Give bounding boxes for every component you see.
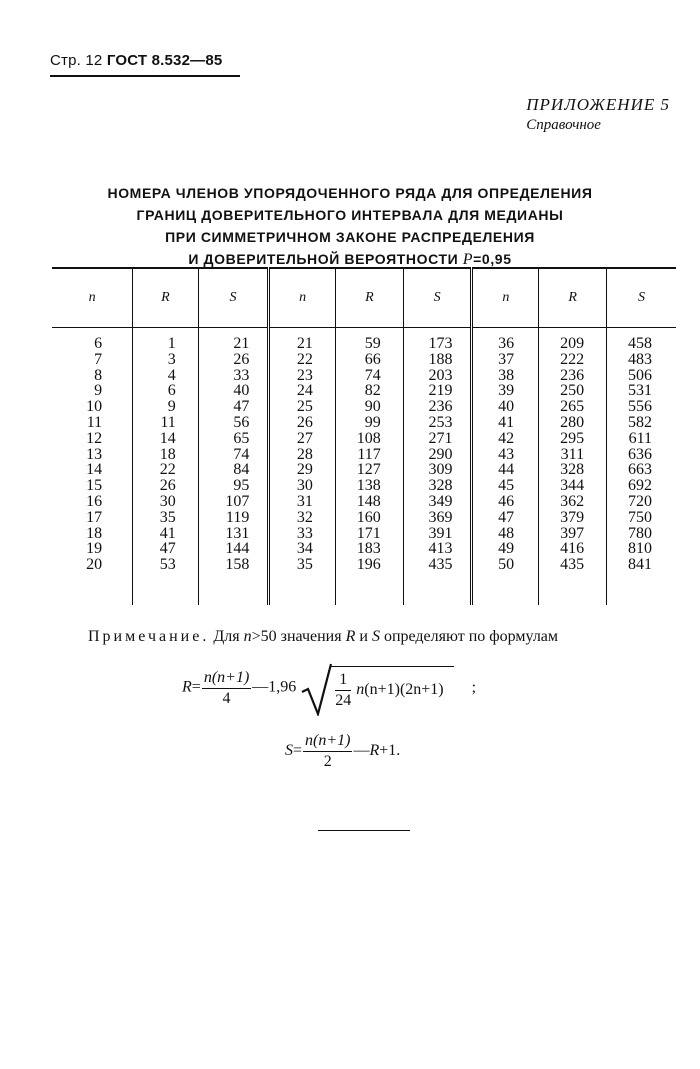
cell-r: 41: [133, 526, 199, 542]
cell-s: 369: [403, 510, 472, 526]
cell-n: 46: [472, 494, 539, 510]
column-header-n-1: n: [52, 268, 133, 328]
table-spacer-row: [52, 573, 676, 605]
cell-s: 47: [198, 399, 269, 415]
cell-s: 144: [198, 541, 269, 557]
cell-n: 49: [472, 541, 539, 557]
cell-s: 531: [607, 383, 676, 399]
table-row: [52, 557, 676, 573]
formula-r-fraction: [202, 669, 251, 708]
cell-r: 311: [539, 447, 607, 463]
cell-r: 11: [133, 415, 199, 431]
cell-s: 810: [607, 541, 676, 557]
table-row: [52, 447, 676, 463]
cell-n: 30: [269, 478, 336, 494]
cell-n: 7: [94, 350, 103, 368]
cell-n: 43: [472, 447, 539, 463]
formula-r-denominator: 4: [222, 689, 231, 707]
note-label: Примечание.: [88, 628, 210, 645]
cell-s: 173: [403, 336, 472, 352]
cell-r: 222: [539, 352, 607, 368]
order-statistics-table: [52, 267, 676, 605]
cell-s: 506: [607, 368, 676, 384]
cell-r: 127: [335, 462, 403, 478]
cell-n: 37: [472, 352, 539, 368]
formula-r-sqrt-denominator: 24: [335, 692, 352, 709]
cell-s: 483: [607, 352, 676, 368]
table-header-row: [52, 268, 676, 328]
cell-s: 131: [198, 526, 269, 542]
cell-n: 50: [472, 557, 539, 573]
column-header-r-2: R: [335, 268, 403, 328]
column-header-n-3: n: [472, 268, 539, 328]
cell-s: 663: [607, 462, 676, 478]
note: [88, 628, 558, 646]
column-header-s-1: S: [198, 268, 269, 328]
probability-variable: P: [462, 251, 474, 268]
cell-s: 750: [607, 510, 676, 526]
closing-rule: [318, 830, 410, 831]
cell-n: 42: [472, 431, 539, 447]
cell-r: 416: [539, 541, 607, 557]
cell-n: 16: [86, 492, 103, 510]
cell-r: 82: [335, 383, 403, 399]
note-n-variable: n: [243, 628, 252, 645]
cell-n: 33: [269, 526, 336, 542]
formula-r-sqrt-n: n: [356, 681, 365, 699]
cell-n: 15: [86, 477, 103, 495]
spacer-cell: [52, 573, 133, 605]
table-row: [52, 368, 676, 384]
cell-r: 397: [539, 526, 607, 542]
standard-code: ГОСТ 8.532—85: [106, 52, 223, 69]
cell-n: 41: [472, 415, 539, 431]
cell-r: 47: [133, 541, 199, 557]
cell-r: 344: [539, 478, 607, 494]
note-text-b: >50 значения: [251, 628, 342, 645]
cell-r: 435: [539, 557, 607, 573]
page-number: Стр. 12: [50, 52, 103, 69]
cell-n: 14: [86, 461, 103, 479]
cell-s: 95: [198, 478, 269, 494]
cell-n: 39: [472, 383, 539, 399]
cell-s: 56: [198, 415, 269, 431]
cell-n: 45: [472, 478, 539, 494]
appendix-block: [526, 95, 670, 134]
column-header-n-2: n: [269, 268, 336, 328]
cell-n: 11: [86, 413, 103, 431]
formula-r-semicolon: ;: [471, 678, 477, 696]
formula-s-fraction: [303, 732, 352, 771]
cell-r: 90: [335, 399, 403, 415]
note-s-variable: S: [371, 628, 380, 645]
formula-r-eq: =: [191, 678, 201, 696]
note-text-c: и: [359, 628, 368, 645]
cell-n: 8: [94, 366, 103, 384]
column-header-r-1: R: [133, 268, 199, 328]
cell-r: 295: [539, 431, 607, 447]
spacer-cell: [52, 328, 133, 337]
spacer-cell: [607, 573, 676, 605]
cell-r: 108: [335, 431, 403, 447]
cell-r: 22: [133, 462, 199, 478]
cell-r: 59: [335, 336, 403, 352]
cell-r: 379: [539, 510, 607, 526]
cell-n: 19: [86, 540, 103, 558]
cell-n: 44: [472, 462, 539, 478]
cell-s: 309: [403, 462, 472, 478]
column-header-s-3: S: [607, 268, 676, 328]
cell-n: 17: [86, 508, 103, 526]
cell-n: 48: [472, 526, 539, 542]
cell-s: 33: [198, 368, 269, 384]
cell-r: 265: [539, 399, 607, 415]
cell-s: 236: [403, 399, 472, 415]
cell-n: 28: [269, 447, 336, 463]
cell-r: 362: [539, 494, 607, 510]
cell-n: 9: [94, 382, 103, 400]
cell-n: 13: [86, 445, 103, 463]
title-line-3: ПРИ СИММЕТРИЧНОМ ЗАКОНЕ РАСПРЕДЕЛЕНИЯ: [165, 229, 535, 245]
table-row: [52, 494, 676, 510]
cell-r: 1: [133, 336, 199, 352]
cell-s: 271: [403, 431, 472, 447]
cell-s: 841: [607, 557, 676, 573]
cell-r: 30: [133, 494, 199, 510]
cell-r: 99: [335, 415, 403, 431]
cell-n: 23: [269, 368, 336, 384]
table-body: [52, 328, 676, 605]
probability-value: =0,95: [473, 251, 512, 267]
cell-s: 203: [403, 368, 472, 384]
table-row: [52, 462, 676, 478]
cell-r: 236: [539, 368, 607, 384]
cell-s: 435: [403, 557, 472, 573]
cell-s: 84: [198, 462, 269, 478]
cell-s: 219: [403, 383, 472, 399]
cell-s: 611: [607, 431, 676, 447]
cell-s: 21: [198, 336, 269, 352]
cell-r: 196: [335, 557, 403, 573]
formula-s: [285, 732, 400, 771]
cell-s: 636: [607, 447, 676, 463]
cell-s: 158: [198, 557, 269, 573]
cell-r: 3: [133, 352, 199, 368]
spacer-cell: [198, 573, 269, 605]
radical-sign-icon: [300, 662, 332, 716]
formula-r-coefficient: —1,96: [252, 678, 297, 696]
page-header: [50, 52, 240, 77]
cell-r: 4: [133, 368, 199, 384]
cell-r: 171: [335, 526, 403, 542]
cell-r: 18: [133, 447, 199, 463]
cell-n: 31: [269, 494, 336, 510]
cell-n: 24: [269, 383, 336, 399]
cell-r: 74: [335, 368, 403, 384]
cell-s: 582: [607, 415, 676, 431]
cell-s: 107: [198, 494, 269, 510]
cell-r: 183: [335, 541, 403, 557]
cell-s: 780: [607, 526, 676, 542]
table-title: [40, 182, 660, 271]
cell-n: 22: [269, 352, 336, 368]
formula-s-tail: +1.: [379, 742, 401, 760]
formula-s-eq: =: [293, 742, 303, 760]
cell-s: 413: [403, 541, 472, 557]
appendix-title: ПРИЛОЖЕНИЕ 5: [526, 95, 670, 114]
spacer-cell: [472, 573, 539, 605]
formula-r-sqrt-numerator: 1: [335, 671, 351, 691]
cell-s: 556: [607, 399, 676, 415]
table-row: [52, 383, 676, 399]
spacer-cell: [335, 573, 403, 605]
cell-n: 21: [269, 336, 336, 352]
title-line-4-prefix: И ДОВЕРИТЕЛЬНОЙ ВЕРОЯТНОСТИ: [188, 251, 459, 267]
cell-s: 720: [607, 494, 676, 510]
formula-r-sqrt: [300, 664, 453, 712]
table-row: [52, 399, 676, 415]
formula-s-lhs: S: [285, 742, 293, 760]
cell-n: 32: [269, 510, 336, 526]
cell-n: 25: [269, 399, 336, 415]
cell-n: 35: [269, 557, 336, 573]
table-row: [52, 431, 676, 447]
formula-s-denominator: 2: [323, 753, 332, 770]
cell-n: 10: [86, 398, 103, 416]
formula-r-numerator: n(n+1): [202, 669, 251, 689]
cell-s: 74: [198, 447, 269, 463]
cell-r: 138: [335, 478, 403, 494]
table-row: [52, 510, 676, 526]
table-row: [52, 352, 676, 368]
spacer-cell: [133, 328, 199, 337]
formula-r-lhs: R: [182, 678, 192, 696]
formula-r: [182, 664, 476, 712]
spacer-cell: [539, 573, 607, 605]
cell-s: 692: [607, 478, 676, 494]
note-text-a: Для: [213, 628, 240, 645]
cell-r: 117: [335, 447, 403, 463]
spacer-cell: [269, 573, 336, 605]
cell-s: 188: [403, 352, 472, 368]
formula-r-radicand: [330, 666, 453, 710]
cell-r: 160: [335, 510, 403, 526]
cell-n: 18: [86, 524, 103, 542]
cell-r: 35: [133, 510, 199, 526]
formula-s-r: R: [369, 742, 380, 760]
cell-r: 9: [133, 399, 199, 415]
cell-s: 349: [403, 494, 472, 510]
spacer-cell: [403, 573, 472, 605]
cell-n: 27: [269, 431, 336, 447]
cell-s: 253: [403, 415, 472, 431]
cell-r: 14: [133, 431, 199, 447]
cell-n: 20: [86, 556, 103, 574]
cell-r: 250: [539, 383, 607, 399]
table-row: [52, 526, 676, 542]
cell-r: 26: [133, 478, 199, 494]
cell-s: 328: [403, 478, 472, 494]
cell-r: 209: [539, 336, 607, 352]
cell-n: 29: [269, 462, 336, 478]
spacer-cell: [133, 573, 199, 605]
cell-n: 12: [86, 429, 103, 447]
cell-n: 38: [472, 368, 539, 384]
cell-s: 65: [198, 431, 269, 447]
note-r-variable: R: [345, 628, 356, 645]
note-text-d: определяют по формулам: [383, 628, 559, 645]
cell-n: 36: [472, 336, 539, 352]
cell-r: 328: [539, 462, 607, 478]
column-header-r-3: R: [539, 268, 607, 328]
formula-r-sqrt-expr: (n+1)(2n+1): [364, 681, 444, 699]
table-row: [52, 541, 676, 557]
appendix-subtitle: Справочное: [526, 117, 601, 133]
cell-s: 458: [607, 336, 676, 352]
cell-n: 6: [94, 335, 103, 352]
cell-s: 290: [403, 447, 472, 463]
cell-s: 119: [198, 510, 269, 526]
formula-s-numerator: n(n+1): [303, 732, 352, 752]
cell-n: 47: [472, 510, 539, 526]
cell-r: 280: [539, 415, 607, 431]
cell-r: 148: [335, 494, 403, 510]
cell-r: 66: [335, 352, 403, 368]
cell-r: 53: [133, 557, 199, 573]
cell-n: 40: [472, 399, 539, 415]
table-row: [52, 336, 676, 352]
title-line-1: НОМЕРА ЧЛЕНОВ УПОРЯДОЧЕННОГО РЯДА ДЛЯ ОПРЕДЕЛЕНИЯ: [107, 185, 593, 201]
cell-n: 34: [269, 541, 336, 557]
cell-s: 391: [403, 526, 472, 542]
table-row: [52, 478, 676, 494]
cell-s: 40: [198, 383, 269, 399]
cell-r: 6: [133, 383, 199, 399]
column-header-s-2: S: [403, 268, 472, 328]
cell-n: 26: [269, 415, 336, 431]
title-line-2: ГРАНИЦ ДОВЕРИТЕЛЬНОГО ИНТЕРВАЛА ДЛЯ МЕДИАНЫ: [136, 207, 564, 223]
formula-r-sqrt-fraction: [335, 671, 351, 710]
cell-s: 26: [198, 352, 269, 368]
table-row: [52, 415, 676, 431]
formula-s-minus: —: [353, 742, 370, 760]
